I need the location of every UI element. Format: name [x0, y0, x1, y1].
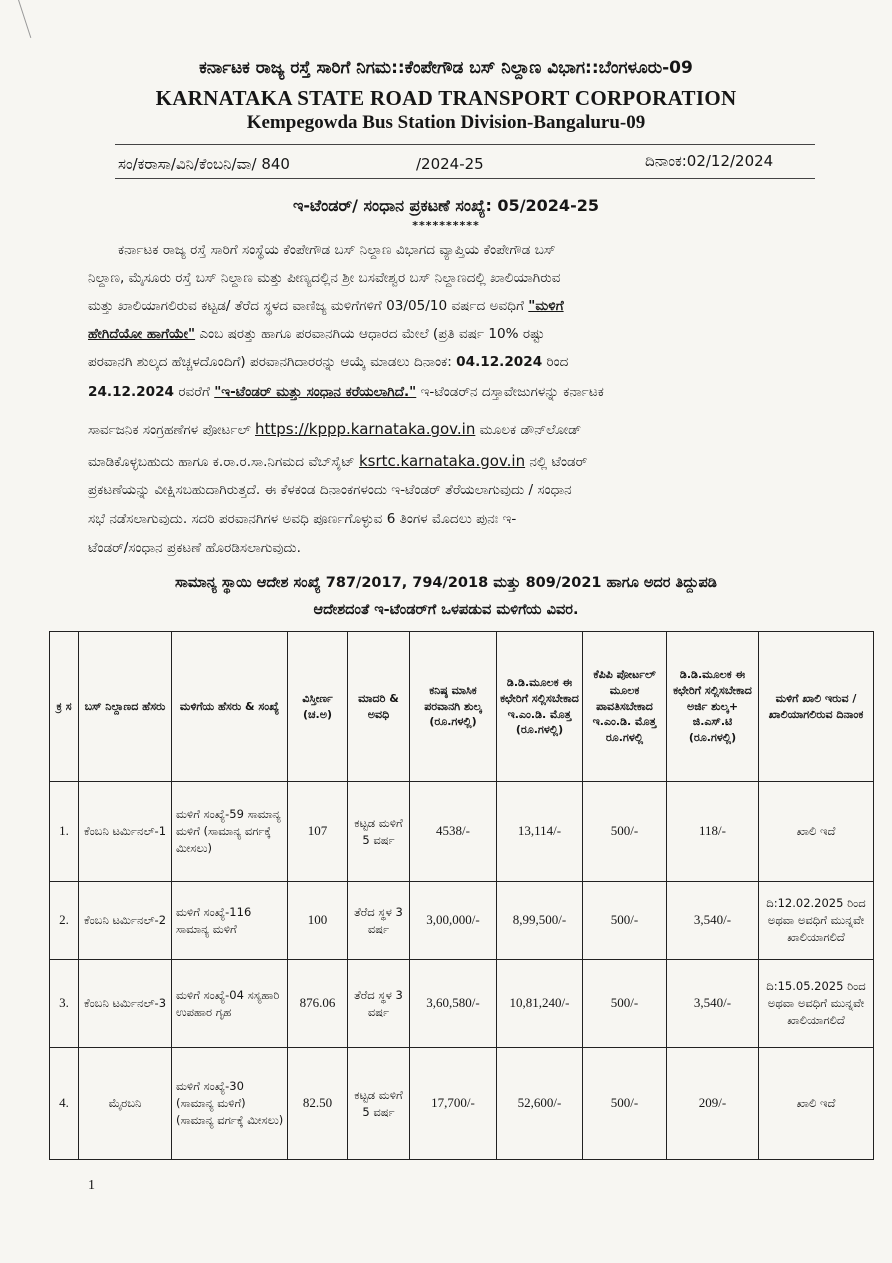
col-vacancy-date: ಮಳಿಗೆ ಖಾಲಿ ಇರುವ / ಖಾಲಿಯಾಗಲಿರುವ ದಿನಾಂಕ: [759, 632, 874, 782]
table-row: [50, 882, 874, 960]
col-emd-dd: ಡಿ.ಡಿ.ಮೂಲಕ ಈ ಕಛೇರಿಗೆ ಸಲ್ಲಿಸಬೇಕಾದ ಇ.ಎಂ.ಡಿ. ಮೊತ್ತ (ರೂ.ಗಳಲ್ಲಿ): [497, 632, 583, 782]
english-header: KARNATAKA STATE ROAD TRANSPORT CORPORATION: [155, 86, 737, 110]
cell-area: 876.06: [288, 960, 348, 1048]
cell-station: ಕೆಂಬನಿ ಟರ್ಮಿನಲ್-1: [79, 782, 172, 882]
shop-details-table: [49, 631, 874, 1160]
divider-bottom: [115, 178, 815, 179]
body-text: ಮತ್ತು ಖಾಲಿಯಾಗಲಿರುವ ಕಟ್ಟಡ/ ತೆರೆದ ಸ್ಥಳದ ವಾಣಿಜ್ಯ ಮಳಿಗೆಗಳಿಗೆ 03/05/10 ವರ್ಷದ ಅವಧಿಗೆ: [88, 298, 529, 314]
order-reference-line-1: ಸಾಮಾನ್ಯ ಸ್ಥಾಯಿ ಆದೇಶ ಸಂಖ್ಯೆ 787/2017, 794/2018 ಮತ್ತು 809/2021 ಹಾಗೂ ಅದರ ತಿದ್ದುಪಡಿ: [175, 575, 717, 591]
body-line-2: ನಿಲ್ದಾಣ, ಮೈಸೂರು ರಸ್ತೆ ಬಸ್ ನಿಲ್ದಾಣ ಮತ್ತು ಪೀಣ್ಯದಲ್ಲಿನ ಶ್ರೀ ಬಸವೇಶ್ವರ ಬಸ್ ನಿಲ್ದಾಣದಲ್ಲಿ ಖಾಲಿಯಾಗಿರುವ: [88, 270, 561, 286]
cell-station: ಕೆಂಬನಿ ಟರ್ಮಿನಲ್-3: [79, 960, 172, 1048]
table-row: [50, 1048, 874, 1160]
cell-area: 100: [288, 882, 348, 960]
cell-shop: ಮಳಿಗೆ ಸಂಖ್ಯೆ-116 ಸಾಮಾನ್ಯ ಮಳಿಗೆ: [172, 882, 288, 960]
cell-type: ತೆರೆದ ಸ್ಥಳ 3 ವರ್ಷ: [348, 882, 410, 960]
cell-min-fee: 17,700/-: [410, 1048, 497, 1160]
table-row: [50, 782, 874, 882]
pen-mark: [18, 0, 31, 38]
cell-serial: 3.: [50, 960, 79, 1048]
col-serial-no: ಕ್ರ ಸ: [50, 632, 79, 782]
cell-type: ತೆರೆದ ಸ್ಥಳ 3 ವರ್ಷ: [348, 960, 410, 1048]
cell-serial: 4.: [50, 1048, 79, 1160]
cell-min-fee: 3,60,580/-: [410, 960, 497, 1048]
division-subtitle: Kempegowda Bus Station Division-Bangaluru-09: [246, 112, 646, 133]
end-date: 24.12.2024: [88, 384, 174, 400]
cell-app-fee: 3,540/-: [667, 960, 759, 1048]
order-reference-line-2: ಆದೇಶದಂತೆ ಇ-ಟೆಂಡರ್‌ಗೆ ಒಳಪಡುವ ಮಳಿಗೆಯ ವಿವರ.: [313, 602, 579, 618]
cell-emd-dd: 8,99,500/-: [497, 882, 583, 960]
body-emphasis: "ಮಳಿಗೆ: [528, 298, 564, 314]
body-text: ನಲ್ಲಿ ಟೆಂಡರ್: [525, 454, 588, 470]
reference-year: /2024-25: [416, 155, 484, 173]
body-line-1: ಕರ್ನಾಟಕ ರಾಜ್ಯ ರಸ್ತೆ ಸಾರಿಗೆ ಸಂಸ್ಥೆಯ ಕೆಂಪೇಗೌಡ ಬಸ್ ನಿಲ್ದಾಣ ವಿಭಾಗದ ವ್ಯಾಪ್ತಿಯ ಕೆಂಪೇಗೌಡ ಬಸ್: [118, 242, 556, 258]
body-text: ಮಾಡಿಕೊಳ್ಳಬಹುದು ಹಾಗೂ ಕ.ರಾ.ರ.ಸಾ.ನಿಗಮದ ವೆಬ್‌ಸೈಟ್: [88, 454, 359, 470]
col-shop-name: ಮಳಿಗೆಯ ಹೆಸರು & ಸಂಖ್ಯೆ: [172, 632, 288, 782]
cell-station: ಮೈರಬನಿ: [79, 1048, 172, 1160]
table-row: [50, 960, 874, 1048]
body-line-4: [88, 326, 545, 342]
col-area: ವಿಸ್ತೀರ್ಣ (ಚ.ಅ): [288, 632, 348, 782]
body-text: ರವರೆಗೆ: [174, 384, 215, 400]
cell-serial: 1.: [50, 782, 79, 882]
divider-top: [115, 144, 815, 145]
notice-title: ಇ-ಟೆಂಡರ್/ ಸಂಧಾನ ಪ್ರಕಟಣೆ ಸಂಖ್ಯೆ: 05/2024-25: [293, 196, 599, 215]
body-line-3: [88, 298, 564, 314]
reference-date: ದಿನಾಂಕ:02/12/2024: [645, 152, 774, 170]
cell-type: ಕಟ್ಟಡ ಮಳಿಗೆ 5 ವರ್ಷ: [348, 782, 410, 882]
col-min-fee: ಕನಿಷ್ಠ ಮಾಸಿಕ ಪರವಾನಗಿ ಶುಲ್ಕ (ರೂ.ಗಳಲ್ಲಿ): [410, 632, 497, 782]
body-line-9: ಪ್ರಕಟಣೆಯನ್ನು ವೀಕ್ಷಿಸಬಹುದಾಗಿರುತ್ತದೆ. ಈ ಕೆಳಕಂಡ ದಿನಾಂಕಗಳಂದು ಇ-ಟೆಂಡರ್ ತೆರೆಯಲಾಗುವುದು / ಸಂಧಾನ: [88, 482, 572, 498]
cell-area: 107: [288, 782, 348, 882]
cell-station: ಕೆಂಬನಿ ಟರ್ಮಿನಲ್-2: [79, 882, 172, 960]
col-bus-station: ಬಸ್ ನಿಲ್ದಾಣದ ಹೆಸರು: [79, 632, 172, 782]
start-date: 04.12.2024: [456, 354, 543, 370]
body-text: ಸಾರ್ವಜನಿಕ ಸಂಗ್ರಹಣೆಗಳ ಪೋರ್ಟಲ್: [88, 422, 256, 438]
cell-area: 82.50: [288, 1048, 348, 1160]
cell-vacancy: ಖಾಲಿ ಇದೆ: [759, 1048, 874, 1160]
cell-app-fee: 209/-: [667, 1048, 759, 1160]
col-application-fee: ಡಿ.ಡಿ.ಮೂಲಕ ಈ ಕಛೇರಿಗೆ ಸಲ್ಲಿಸಬೇಕಾದ ಅರ್ಜಿ ಶುಲ್ಕ+ ಜಿ.ಎಸ್.ಟಿ (ರೂ.ಗಳಲ್ಲಿ): [667, 632, 759, 782]
body-emphasis: "ಇ-ಟೆಂಡರ್ ಮತ್ತು ಸಂಧಾನ ಕರೆಯಲಾಗಿದೆ.": [214, 384, 417, 400]
cell-vacancy: ಖಾಲಿ ಇದೆ: [759, 782, 874, 882]
kannada-header: ಕರ್ನಾಟಕ ರಾಜ್ಯ ರಸ್ತೆ ಸಾರಿಗೆ ನಿಗಮ::ಕೆಂಪೇಗೌಡ ಬಸ್ ನಿಲ್ದಾಣ ವಿಭಾಗ::ಬೆಂಗಳೂರು-09: [199, 58, 693, 78]
cell-min-fee: 3,00,000/-: [410, 882, 497, 960]
cell-emd-dd: 13,114/-: [497, 782, 583, 882]
body-emphasis: ಹೇಗಿದೆಯೋ ಹಾಗೆಯೇ": [88, 326, 196, 342]
cell-emd-portal: 500/-: [583, 882, 667, 960]
page-number: 1: [88, 1178, 95, 1193]
cell-vacancy: ದಿ:12.02.2025 ರಿಂದ ಅಥವಾ ಅವಧಿಗೆ ಮುನ್ನವೇ ಖಾಲಿಯಾಗಲಿದೆ: [759, 882, 874, 960]
cell-app-fee: 118/-: [667, 782, 759, 882]
cell-emd-portal: 500/-: [583, 782, 667, 882]
body-line-7: [88, 420, 581, 438]
cell-emd-portal: 500/-: [583, 1048, 667, 1160]
cell-app-fee: 3,540/-: [667, 882, 759, 960]
body-text: ಎಂಬ ಷರತ್ತು ಹಾಗೂ ಪರವಾನಗಿಯ ಆಧಾರದ ಮೇಲೆ (ಪ್ರತಿ ವರ್ಷ 10% ರಷ್ಟು: [195, 326, 545, 342]
stars-separator: **********: [412, 219, 480, 232]
kppp-portal-link[interactable]: https://kppp.karnataka.gov.in: [255, 420, 476, 438]
cell-shop: ಮಳಿಗೆ ಸಂಖ್ಯೆ-30 (ಸಾಮಾನ್ಯ ಮಳಿಗೆ) (ಸಾಮಾನ್ಯ ವರ್ಗಕ್ಕೆ ಮೀಸಲು): [172, 1048, 288, 1160]
reference-number: ಸಂ/ಕರಾಸಾ/ವಿನಿ/ಕೆಂಬನಿ/ವಾ/ 840: [118, 155, 290, 173]
body-line-10: ಸಭೆ ನಡೆಸಲಾಗುವುದು. ಸದರಿ ಪರವಾನಗಿಗಳ ಅವಧಿ ಪೂರ್ಣಗೊಳ್ಳುವ 6 ತಿಂಗಳ ಮೊದಲು ಪುನಃ ಇ-: [88, 511, 517, 527]
cell-shop: ಮಳಿಗೆ ಸಂಖ್ಯೆ-04 ಸಸ್ಯಹಾರಿ ಉಪಹಾರ ಗೃಹ: [172, 960, 288, 1048]
body-text: ಮೂಲಕ ಡೌನ್‌ಲೋಡ್: [475, 422, 582, 438]
body-line-8: [88, 452, 587, 470]
body-text: ಪರವಾನಗಿ ಶುಲ್ಕದ ಹೆಚ್ಚಳದೊಂದಿಗೆ) ಪರವಾನಗಿದಾರರನ್ನು ಆಯ್ಕೆ ಮಾಡಲು ದಿನಾಂಕ:: [88, 354, 457, 370]
body-line-5: [88, 354, 568, 370]
cell-emd-dd: 10,81,240/-: [497, 960, 583, 1048]
cell-emd-portal: 500/-: [583, 960, 667, 1048]
body-line-11: ಟೆಂಡರ್/ಸಂಧಾನ ಪ್ರಕಟಣೆ ಹೊರಡಿಸಲಾಗುವುದು.: [88, 540, 301, 556]
cell-min-fee: 4538/-: [410, 782, 497, 882]
body-line-6: [88, 384, 604, 400]
cell-shop: ಮಳಿಗೆ ಸಂಖ್ಯೆ-59 ಸಾಮಾನ್ಯ ಮಳಿಗೆ (ಸಾಮಾನ್ಯ ವರ್ಗಕ್ಕೆ ಮೀಸಲು): [172, 782, 288, 882]
table-header-row: [50, 632, 874, 782]
col-type-duration: ಮಾದರಿ & ಅವಧಿ: [348, 632, 410, 782]
body-text: ರಿಂದ: [542, 354, 569, 370]
cell-emd-dd: 52,600/-: [497, 1048, 583, 1160]
col-emd-portal: ಕೆಪಿಪಿ ಪೋರ್ಟಲ್ ಮೂಲಕ ಪಾವತಿಸಬೇಕಾದ ಇ.ಎಂ.ಡಿ. ಮೊತ್ತ ರೂ.ಗಳಲ್ಲಿ: [583, 632, 667, 782]
ksrtc-website-link[interactable]: ksrtc.karnataka.gov.in: [358, 452, 526, 470]
cell-type: ಕಟ್ಟಡ ಮಳಿಗೆ 5 ವರ್ಷ: [348, 1048, 410, 1160]
cell-vacancy: ದಿ:15.05.2025 ರಿಂದ ಅಥವಾ ಅವಧಿಗೆ ಮುನ್ನವೇ ಖಾಲಿಯಾಗಲಿದೆ: [759, 960, 874, 1048]
cell-serial: 2.: [50, 882, 79, 960]
body-text: ಇ-ಟೆಂಡರ್‌ನ ದಸ್ತಾವೇಜುಗಳನ್ನು ಕರ್ನಾಟಕ: [416, 384, 604, 400]
